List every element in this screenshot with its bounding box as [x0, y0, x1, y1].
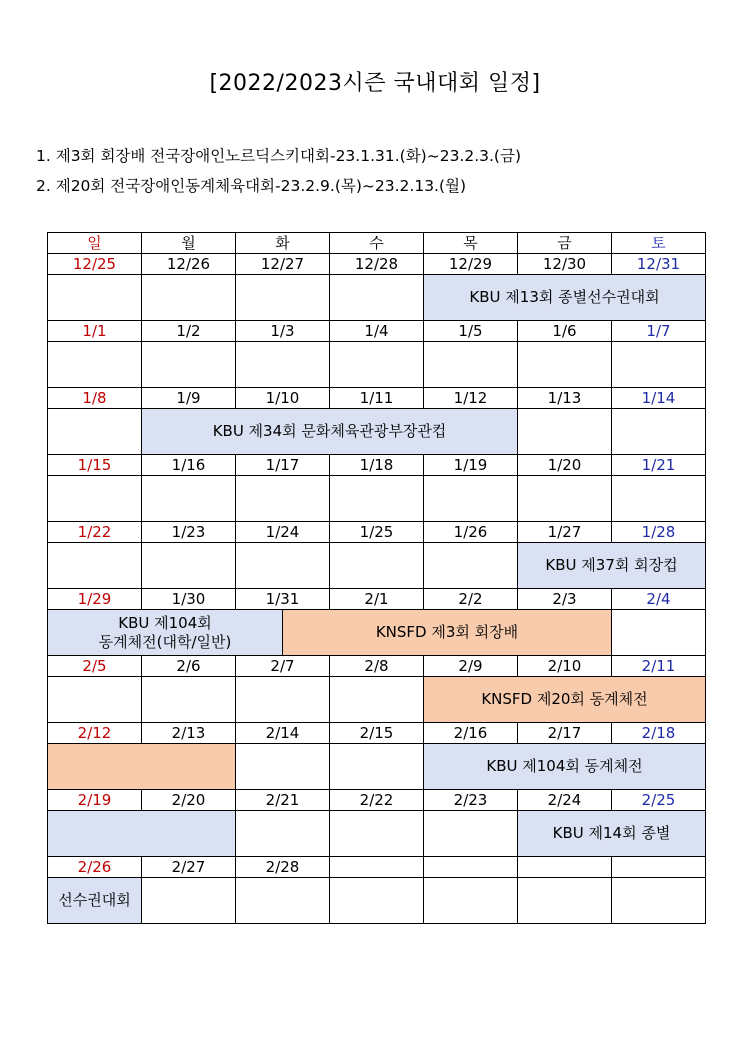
date-cell: 1/18	[330, 455, 424, 476]
event-list	[36, 141, 521, 201]
date-cell: 1/21	[612, 455, 706, 476]
date-cell: 2/27	[142, 857, 236, 878]
event-bar	[518, 811, 706, 857]
date-cell: 1/15	[48, 455, 142, 476]
date-cell: 1/20	[518, 455, 612, 476]
weekday-header-cell: 수	[330, 233, 424, 254]
event-row	[48, 476, 706, 522]
empty-event-cell	[612, 476, 706, 522]
date-cell: 2/22	[330, 790, 424, 811]
empty-event-cell	[236, 275, 330, 321]
date-cell	[518, 857, 612, 878]
date-cell: 12/26	[142, 254, 236, 275]
date-cell: 2/16	[424, 723, 518, 744]
empty-event-cell	[518, 476, 612, 522]
empty-event-cell	[142, 275, 236, 321]
date-row	[48, 388, 706, 409]
empty-event-cell	[48, 677, 142, 723]
date-cell: 2/24	[518, 790, 612, 811]
empty-event-cell	[142, 677, 236, 723]
date-cell: 1/19	[424, 455, 518, 476]
empty-event-cell	[142, 543, 236, 589]
date-cell: 12/27	[236, 254, 330, 275]
empty-event-cell	[142, 476, 236, 522]
event-row	[48, 610, 706, 656]
date-row	[48, 656, 706, 677]
date-row	[48, 857, 706, 878]
date-cell: 1/28	[612, 522, 706, 543]
date-cell: 1/22	[48, 522, 142, 543]
weekday-header-cell: 금	[518, 233, 612, 254]
date-cell: 2/21	[236, 790, 330, 811]
page-title: [2022/2023시즌 국내대회 일정]	[209, 71, 541, 96]
date-cell: 1/2	[142, 321, 236, 342]
empty-event-cell	[424, 543, 518, 589]
empty-event-cell	[330, 744, 424, 790]
date-cell: 2/1	[330, 589, 424, 610]
date-cell: 1/3	[236, 321, 330, 342]
event-bar	[142, 409, 518, 455]
date-cell: 2/18	[612, 723, 706, 744]
event-row	[48, 744, 706, 790]
event-row	[48, 677, 706, 723]
empty-event-cell	[48, 543, 142, 589]
date-cell: 2/4	[612, 589, 706, 610]
date-cell: 1/31	[236, 589, 330, 610]
date-row	[48, 790, 706, 811]
date-cell: 2/25	[612, 790, 706, 811]
date-cell: 1/1	[48, 321, 142, 342]
empty-event-cell	[424, 476, 518, 522]
weekday-header-cell: 토	[612, 233, 706, 254]
weekday-header-cell: 화	[236, 233, 330, 254]
event-list-item: 2. 제20회 전국장애인동계체육대회-23.2.9.(목)~23.2.13.(월)	[36, 177, 467, 195]
event-list-item: 1. 제3회 회장배 전국장애인노르딕스키대회-23.1.31.(화)~23.2.3.(금)	[36, 147, 522, 165]
date-cell: 12/31	[612, 254, 706, 275]
empty-event-cell	[142, 878, 236, 924]
date-cell: 12/25	[48, 254, 142, 275]
date-row	[48, 589, 706, 610]
event-row	[48, 543, 706, 589]
date-cell: 1/14	[612, 388, 706, 409]
date-cell: 1/24	[236, 522, 330, 543]
date-cell: 2/26	[48, 857, 142, 878]
date-cell: 1/11	[330, 388, 424, 409]
date-cell: 1/23	[142, 522, 236, 543]
date-cell	[424, 857, 518, 878]
date-cell	[330, 857, 424, 878]
date-cell: 1/10	[236, 388, 330, 409]
date-cell: 2/10	[518, 656, 612, 677]
event-bar	[48, 744, 236, 790]
date-cell: 12/29	[424, 254, 518, 275]
event-bar	[424, 744, 706, 790]
empty-event-cell	[612, 878, 706, 924]
empty-event-cell	[612, 610, 706, 656]
weekday-header-cell: 일	[48, 233, 142, 254]
date-cell: 1/13	[518, 388, 612, 409]
empty-event-cell	[48, 476, 142, 522]
date-cell: 1/12	[424, 388, 518, 409]
date-cell: 1/16	[142, 455, 236, 476]
event-label: KBU 제104회	[118, 613, 212, 632]
weekday-header-cell: 목	[424, 233, 518, 254]
event-row	[48, 878, 706, 924]
date-cell: 12/28	[330, 254, 424, 275]
event-label: KBU 제104회 동계체전	[486, 757, 643, 775]
event-label: KBU 제34회 문화체육관광부장관컵	[212, 422, 447, 440]
event-bar	[48, 811, 236, 857]
empty-event-cell	[236, 476, 330, 522]
date-cell: 1/4	[330, 321, 424, 342]
empty-event-cell	[424, 342, 518, 388]
event-row	[48, 811, 706, 857]
date-cell: 1/25	[330, 522, 424, 543]
date-cell: 1/27	[518, 522, 612, 543]
empty-event-cell	[236, 342, 330, 388]
date-cell: 2/5	[48, 656, 142, 677]
date-row	[48, 522, 706, 543]
empty-event-cell	[612, 409, 706, 455]
date-row	[48, 455, 706, 476]
empty-event-cell	[518, 878, 612, 924]
weekday-header-row	[48, 233, 706, 254]
weekday-header-cell: 월	[142, 233, 236, 254]
empty-event-cell	[48, 342, 142, 388]
event-bar	[424, 275, 706, 321]
empty-event-cell	[236, 878, 330, 924]
empty-event-cell	[330, 878, 424, 924]
date-cell: 2/6	[142, 656, 236, 677]
event-label: KNSFD 제20회 동계체전	[481, 690, 648, 708]
event-label: 선수권대회	[58, 891, 131, 909]
event-row	[48, 409, 706, 455]
date-row	[48, 321, 706, 342]
empty-event-cell	[330, 476, 424, 522]
date-cell: 2/9	[424, 656, 518, 677]
date-cell: 2/11	[612, 656, 706, 677]
date-cell: 12/30	[518, 254, 612, 275]
date-cell: 2/14	[236, 723, 330, 744]
empty-event-cell	[330, 677, 424, 723]
empty-event-cell	[518, 409, 612, 455]
empty-event-cell	[612, 342, 706, 388]
event-bar	[48, 878, 142, 924]
event-row	[48, 275, 706, 321]
date-cell: 1/9	[142, 388, 236, 409]
date-cell: 2/15	[330, 723, 424, 744]
event-bar	[518, 543, 706, 589]
empty-event-cell	[236, 744, 330, 790]
date-cell: 2/28	[236, 857, 330, 878]
date-cell: 2/17	[518, 723, 612, 744]
date-cell: 2/12	[48, 723, 142, 744]
calendar-table	[47, 232, 706, 924]
empty-event-cell	[330, 811, 424, 857]
empty-event-cell	[236, 811, 330, 857]
date-cell: 1/5	[424, 321, 518, 342]
empty-event-cell	[330, 342, 424, 388]
empty-event-cell	[236, 543, 330, 589]
event-label: KNSFD 제3회 회장배	[375, 623, 519, 641]
date-cell: 2/20	[142, 790, 236, 811]
empty-event-cell	[48, 409, 142, 455]
date-cell: 2/23	[424, 790, 518, 811]
date-cell: 1/8	[48, 388, 142, 409]
date-cell: 2/2	[424, 589, 518, 610]
empty-event-cell	[424, 811, 518, 857]
empty-event-cell	[330, 275, 424, 321]
empty-event-cell	[424, 878, 518, 924]
event-bar	[48, 610, 283, 656]
date-row	[48, 723, 706, 744]
date-cell: 2/13	[142, 723, 236, 744]
event-bar	[424, 677, 706, 723]
date-cell: 1/26	[424, 522, 518, 543]
empty-event-cell	[48, 275, 142, 321]
date-cell	[612, 857, 706, 878]
empty-event-cell	[518, 342, 612, 388]
event-label: KBU 제13회 종별선수권대회	[469, 288, 660, 306]
date-cell: 2/8	[330, 656, 424, 677]
date-cell: 1/30	[142, 589, 236, 610]
date-cell: 1/29	[48, 589, 142, 610]
empty-event-cell	[142, 342, 236, 388]
date-cell: 2/7	[236, 656, 330, 677]
date-cell: 1/6	[518, 321, 612, 342]
empty-event-cell	[330, 543, 424, 589]
date-cell: 2/19	[48, 790, 142, 811]
event-label: KBU 제37회 회장컵	[545, 556, 678, 574]
empty-event-cell	[236, 677, 330, 723]
date-cell: 1/17	[236, 455, 330, 476]
event-bar	[283, 610, 612, 656]
date-cell: 2/3	[518, 589, 612, 610]
date-cell: 1/7	[612, 321, 706, 342]
event-row	[48, 342, 706, 388]
date-row	[48, 254, 706, 275]
event-label: KBU 제14회 종별	[552, 824, 671, 842]
event-label: 동계체전(대학/일반)	[98, 632, 232, 651]
